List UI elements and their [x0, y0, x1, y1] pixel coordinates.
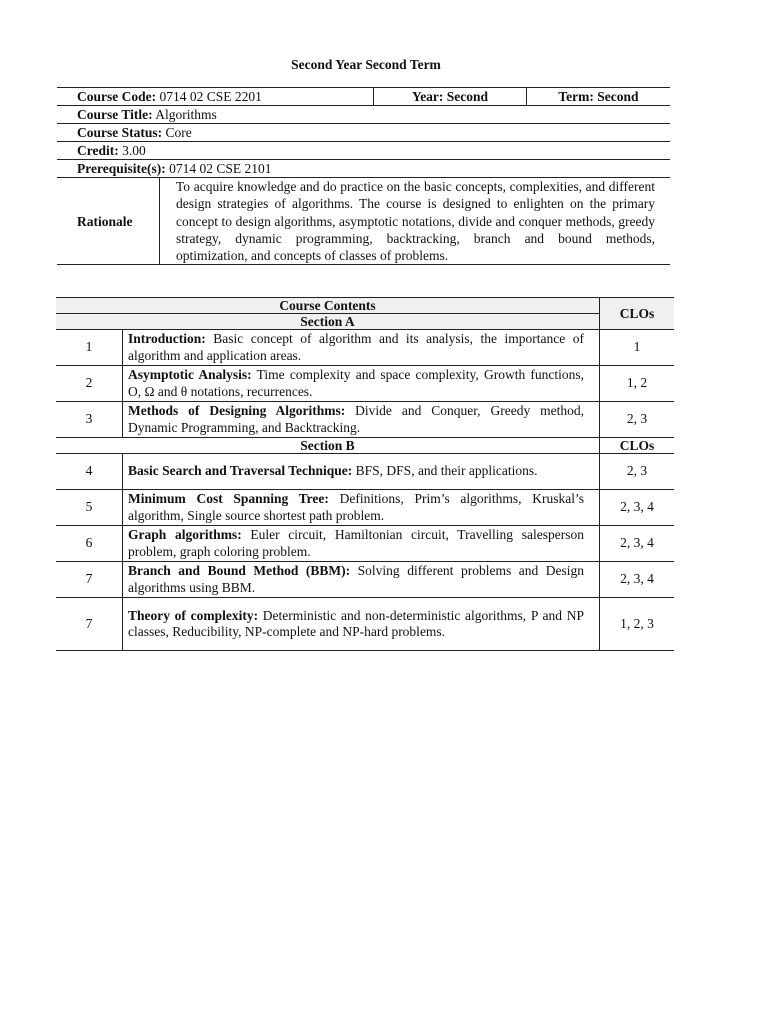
- prerequisite-row: [57, 160, 670, 178]
- contents-header-row: [56, 298, 674, 314]
- table-row: [56, 366, 674, 402]
- row-text: Time complexity and space complexity, Growth functions, O, Ω and θ notations, recurrences.: [128, 367, 584, 399]
- section-a-title: Section A: [56, 314, 600, 330]
- row-topic: Asymptotic Analysis:: [128, 367, 252, 382]
- row-clos: 2, 3, 4: [600, 562, 675, 598]
- rationale-text: To acquire knowledge and do practice on the basic concepts, complexities, and different design strategies of algorithms. The course is designed to enlighten on the primary concept to design algorithms, asymptotic notations, divide and conquer methods, greedy strategy, dynamic programming, backtracking, branch and bound methods, optimization, and concepts of classes of problems.: [160, 178, 671, 265]
- term-label: Term:: [558, 89, 594, 104]
- year-cell: [374, 88, 527, 106]
- row-number: 7: [56, 562, 123, 598]
- row-description: [123, 402, 600, 438]
- row-description: [123, 562, 600, 598]
- clos-header: CLOs: [600, 298, 675, 330]
- table-row: [56, 330, 674, 366]
- row-topic: Branch and Bound Method (BBM):: [128, 563, 351, 578]
- course-status-row: [57, 124, 670, 142]
- row-topic: Basic Search and Traversal Technique:: [128, 463, 353, 479]
- course-code-cell: [57, 88, 374, 106]
- course-title-label: Course Title:: [77, 107, 153, 122]
- rationale-label: Rationale: [57, 178, 160, 265]
- table-row: [56, 562, 674, 598]
- year-label: Year:: [411, 89, 444, 104]
- row-clos: 2, 3, 4: [600, 490, 675, 526]
- course-code-value: 0714 02 CSE 2201: [159, 89, 262, 104]
- table-row: [56, 454, 674, 490]
- row-clos: 1: [600, 330, 675, 366]
- row-topic: Introduction:: [128, 331, 206, 346]
- course-contents-table: [56, 297, 674, 651]
- course-code-label: Course Code:: [77, 89, 157, 104]
- row-description: [123, 526, 600, 562]
- prerequisite-value: 0714 02 CSE 2101: [169, 161, 272, 176]
- row-description: [123, 598, 600, 651]
- row-text: Divide and Conquer, Greedy method, Dynamic Programming, and Backtracking.: [128, 403, 584, 435]
- row-clos: 2, 3: [600, 402, 675, 438]
- course-status-label: Course Status:: [77, 125, 163, 140]
- section-b-clos-header: CLOs: [600, 438, 675, 454]
- section-b-row: [56, 438, 674, 454]
- rationale-table: [57, 177, 670, 265]
- row-number: 3: [56, 402, 123, 438]
- course-code-row: [57, 88, 670, 106]
- row-text: BFS, DFS, and their applications.: [355, 463, 538, 479]
- credit-cell: [57, 142, 670, 160]
- row-description: [123, 454, 600, 490]
- row-text: Euler circuit, Hamiltonian circuit, Travelling salesperson problem, graph coloring problem.: [128, 527, 584, 559]
- course-status-cell: [57, 124, 670, 142]
- row-description: [123, 330, 600, 366]
- row-text: Definitions, Prim’s algorithms, Kruskal’s algorithm, Single source shortest path problem.: [128, 491, 584, 523]
- table-row: [56, 402, 674, 438]
- row-number: 7: [56, 598, 123, 651]
- row-clos: 2, 3: [600, 454, 675, 490]
- row-number: 5: [56, 490, 123, 526]
- row-description: [123, 366, 600, 402]
- section-b-title: Section B: [56, 438, 600, 454]
- year-value: Second: [446, 89, 489, 104]
- row-number: 1: [56, 330, 123, 366]
- rationale-row: [57, 178, 670, 265]
- credit-label: Credit:: [77, 143, 119, 158]
- row-text: Solving different problems and Design algorithms using BBM.: [128, 563, 584, 595]
- row-number: 4: [56, 454, 123, 490]
- course-title-cell: [57, 106, 670, 124]
- section-a-row: [56, 314, 674, 330]
- term-cell: [527, 88, 671, 106]
- document-title: Second Year Second Term: [291, 57, 441, 72]
- course-status-value: Core: [165, 125, 192, 140]
- prerequisite-cell: [57, 160, 670, 178]
- course-title-row: [57, 106, 670, 124]
- credit-value: 3.00: [122, 143, 146, 158]
- row-topic: Theory of complexity:: [128, 607, 259, 623]
- row-number: 6: [56, 526, 123, 562]
- prerequisite-label: Prerequisite(s):: [77, 161, 166, 176]
- course-info-table: [57, 87, 670, 177]
- row-topic: Graph algorithms:: [128, 527, 242, 542]
- row-clos: 1, 2: [600, 366, 675, 402]
- row-clos: 2, 3, 4: [600, 526, 675, 562]
- row-text: Deterministic and non-deterministic algorithms, P and NP classes, Reducibility, NP-complete and NP-hard problems.: [128, 607, 584, 639]
- course-title-value: Algorithms: [155, 107, 217, 122]
- table-row: [56, 598, 674, 651]
- table-row: [56, 490, 674, 526]
- row-clos: 1, 2, 3: [600, 598, 675, 651]
- course-contents-header: Course Contents: [56, 298, 600, 314]
- credit-row: [57, 142, 670, 160]
- row-topic: Minimum Cost Spanning Tree:: [128, 491, 329, 506]
- row-topic: Methods of Designing Algorithms:: [128, 403, 346, 418]
- table-row: [56, 526, 674, 562]
- term-value: Second: [597, 89, 639, 104]
- row-description: [123, 490, 600, 526]
- row-text: Basic concept of algorithm and its analysis, the importance of algorithm and application areas.: [128, 331, 584, 363]
- row-number: 2: [56, 366, 123, 402]
